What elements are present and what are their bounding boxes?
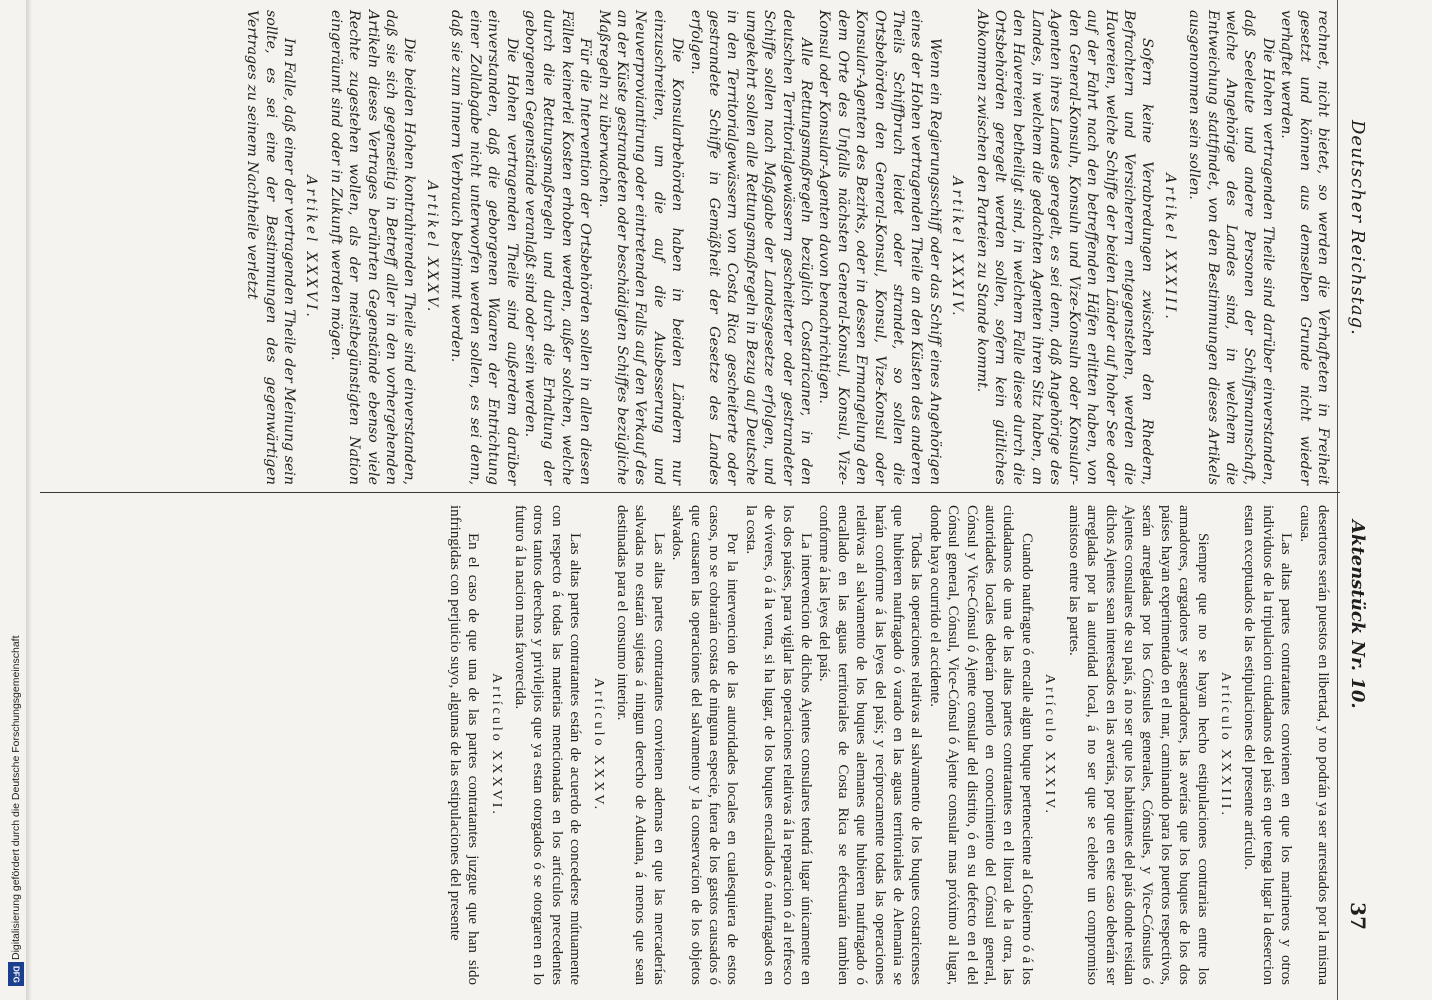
german-paragraph: Wenn ein Regierungsschiff oder das Schiff eines Angehörigen eines der Hohen vertragenden Theile an den Küsten des anderen Theils Schiffbruch leidet oder strandet, so sollen die Ortsbehörden den General-Konsul, Konsul, Vize-Konsul oder Konsular-Agenten des Bezirks, oder in dessen Ermangelung den dem Orte des Unfalls nächsten General-Konsul, Konsul, Vize-Konsul oder Konsular-Agenten davon benachrichtigen. [816, 10, 943, 485]
german-column [243, 10, 1332, 485]
spanish-article-heading: Artículo XXXIV. [1042, 674, 1058, 816]
spanish-article-heading: Artículo XXXVI. [488, 673, 504, 817]
header-title: Deutscher Reichstag. [1347, 120, 1368, 336]
spanish-paragraph: Cuando naufrague ó encalle algun buque perteneciente al Gobierno ó á los ciudadanos de una de las altas partes contratantes en el litoral de la otra, las autoridades locales deberán ponerlo en conocimiento del Cónsul general, Cónsul y Vice-Cónsul ó Ajente consular del distrito, ó en su defecto en el del Cónsul general, Cónsul, Vice-Cónsul ó Ajente consular mas próximo al lugar, donde haya ocurrido el accidente. [926, 505, 1035, 985]
spanish-paragraph: Las altas partes contratantes convienen en que los marineros y otros individuos de la tripulacion ciudadanos del país en que tenga lugar la desercion estan exceptuados de las estipulaciones del presente artículo. [1241, 505, 1295, 985]
spanish-paragraph: En el caso de que una de las partes contratantes juzgue que han sido infringidas con perjuicio suyo, algunas de las estipulaciones del presente [446, 505, 482, 985]
german-article-heading: Artikel XXXV. [423, 180, 440, 315]
spanish-article-heading: Artículo XXXIII. [1217, 672, 1233, 818]
spanish-paragraph: Siempre que no se hayan hecho estipulaciones contrarias entre los armadores, cargadores y aseguradores, las averías que los buques de los dos países hayan experimentado en el mar, caminando para los puertos respectivos, serán arregladas por los Cónsules generales, Cónsules, y Vice-Cónsules ó Ajentes consulares de su país, á no ser que los habitantes del país donde residan dichos Ajentes sean interesados en las averías, por que en este caso deberán ser arregladas por la autoridad local, á no ser que se celebre un compromiso amistoso entre las partes. [1065, 505, 1211, 985]
spanish-paragraph: Las altas partes contratantes están de acuerdo de concederse mútuamente con respecto á todas las materias mencionadas en los artículos precedentes otros tantos derechos y privilejios que ya estan otorgados ó se otorgaren en lo futuro á la nacion mas favorecida. [511, 505, 584, 985]
german-article-heading: Artikel XXXVI. [303, 175, 320, 320]
german-article-heading: Artikel XXXIV. [949, 176, 966, 319]
german-paragraph: Sofern keine Verabredungen zwischen den Rhedern, Befrachtern und Versicherern entgegenstehen, werden die Havereien, welche Schiffe der beiden Länder auf hoher See oder auf der Fahrt nach den betreffenden Häfen erlitten haben, von den General-Konsuln, Konsuln und Vize-Konsuln oder Konsular-Agenten ihres Landes geregelt, es sei denn, daß Angehörige des Landes, in welchem die gedachten Agenten ihren Sitz haben, an den Havereien betheiligt sind, in welchem Falle diese durch die Ortsbehörden geregelt werden sollen, sofern kein gütliches Abkommen zwischen den Parteien zu Stande kommt. [973, 10, 1156, 485]
header-document-number: Aktenstück Nr. 10. [1347, 520, 1368, 709]
column-divider [40, 492, 1340, 493]
digitization-credit: Digitalisierung gefördert durch die Deutsche Forschungsgemeinschaft [10, 635, 22, 960]
german-paragraph: Im Falle, daß einer der vertragenden Theile der Meinung sein sollte, es sei eine der Bestimmungen des gegenwärtigen Vertrages zu seinem Nachtheile verletzt [244, 10, 298, 485]
german-paragraph: Die Hohen vertragenden Theile sind außerdem darüber einverstanden, daß die geborgenen Waaren der Entrichtung einer Zollabgabe nicht unterworfen werden sollen, es sei denn, daß sie zum innern Verbrauch bestimmt werden. [448, 10, 520, 485]
german-article-heading: Artikel XXXIII. [1161, 173, 1178, 322]
german-paragraph: Die Hohen vertragenden Theile sind darüber einverstanden, daß Seeleute und andere Personen der Schiffsmannschaft, welche Angehörige des Landes sind, in welchem die Entweichung stattfindet, von den Bestimmungen dieses Artikels ausgenommen sein sollen. [1186, 10, 1276, 485]
spanish-article-heading: Artículo XXXV. [590, 677, 606, 813]
spanish-intro: desertores serán puestos en libertad, y no podrán ya ser arrestados por la misma causa. [1296, 505, 1331, 985]
rotated-page-content [40, 0, 1380, 1000]
spanish-paragraph: Las altas partes contratantes convienen ademas en que las mercaderías salvadas no estarán sujetas á ningun derecho de Aduana, á menos que sean destinadas para el consumo interior. [613, 505, 667, 985]
german-paragraph: Alle Rettungsmaßregeln bezüglich Costaricaner, in den deutschen Territorialgewässern gescheiterter oder gestrandeter Schiffe sollen nach Maßgabe der Landesgesetze erfolgen, und umgekehrt sollen alle Rettungsmaßregeln in Bezug auf Deutsche in den Territorialgewässern von Costa Rica gescheiterte oder gestrandete Schiffe in Gemäßheit der Gesetze des Landes erfolgen. [687, 10, 815, 485]
spanish-paragraph: Por la intervencion de las autoridades locales en cualesquiera de estos casos, no se cobrarán costas de ninguna especie, fuera de los gastos causados ó que causaren las operaciones del salvamento y la conservacion de los objetos salvados. [669, 505, 741, 985]
german-paragraph: Die Konsularbehörden haben in beiden Ländern nur einzuschreiten, um die auf die Ausbesserung und Neuverproviantirung oder eintretenden Falls auf den Verkauf des an der Küste gestrandeten oder beschädigten Schiffes bezügliche Maßregeln zu überwachen. [595, 10, 686, 485]
dfg-logo: DFG [8, 962, 24, 986]
german-intro: rechnet, nicht bietet, so werden die Verhafteten in Freiheit gesetzt und können aus demselben Grunde nicht wieder verhaftet werden. [1278, 10, 1331, 485]
page-header [1337, 0, 1372, 1000]
german-paragraph: Für die Intervention der Ortsbehörden sollen in allen diesen Fällen keinerlei Kosten erhoben werden, außer solchen, welche durch die Rettungsmaßregeln und durch die Erhaltung der geborgenen Gegenstände veranlaßt sind oder sein werden. [521, 10, 594, 485]
page-number: 37 [1346, 902, 1370, 930]
spanish-paragraph: La intervencion de dichos Ajentes consulares tendrá lugar únicamente en los dos países, para vigilar las operaciones relativas á la reparacion ó al refresco de víveres, ó á la venta, si ha lugar, de los buques encallados ó naufragados en la costa. [742, 505, 815, 985]
footer-strip [4, 0, 28, 994]
german-paragraph: Die beiden Hohen kontrahirenden Theile sind einverstanden, daß sie sich gegenseitig in Betreff aller in den vorhergehenden Artikeln dieses Vertrages berührten Gegenstände ebenso viele Rechte zugestehen wollen, als der meistbegünstigten Nation eingeräumt sind oder in Zukunft werden mögen. [327, 10, 418, 485]
spanish-paragraph: Todas las operaciones relativas al salvamento de los buques costaricenses que hubieren naufragado ó varado en las aguas territoriales de Alemania se harán conforme á las leyes del país; y recíprocamente todas las operaciones relativas al salvamento de los buques alemanes que hubieren naufragado ó encallado en las aguas territoriales de Costa Rica se efectuarán tambien conforme á las leyes del país. [816, 505, 925, 985]
spanish-column [445, 505, 1332, 985]
